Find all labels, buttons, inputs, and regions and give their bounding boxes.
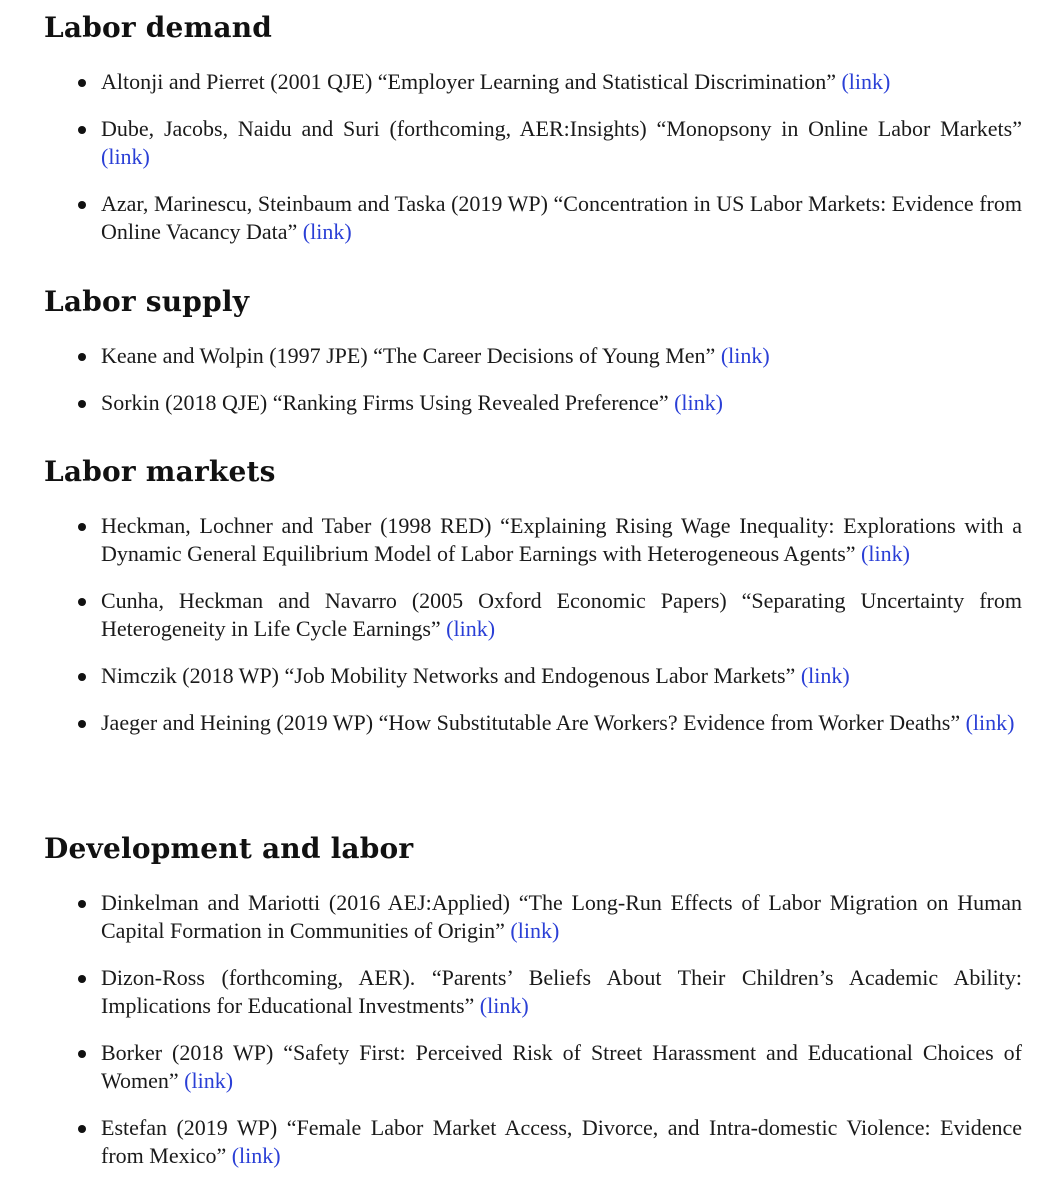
reference-text: Dinkelman and Mariotti (2016 AEJ:Applied) “The Long-Run Effects of Labor Migration on Human Capital Formation in Communities of Origin” xyxy=(101,890,1022,943)
bullet-icon xyxy=(78,975,86,983)
reference-link[interactable]: (link) xyxy=(231,1143,281,1168)
reference-list xyxy=(44,512,1022,737)
bullet-icon xyxy=(78,201,86,209)
section-heading: Development and labor xyxy=(44,832,414,865)
reference-text: Jaeger and Heining (2019 WP) “How Substitutable Are Workers? Evidence from Worker Deaths” xyxy=(101,710,961,735)
bullet-icon xyxy=(78,353,86,361)
reference-link[interactable]: (link) xyxy=(720,343,770,368)
reference-link[interactable]: (link) xyxy=(841,69,891,94)
bullet-icon xyxy=(78,400,86,408)
section-heading: Labor demand xyxy=(44,11,273,44)
bullet-icon xyxy=(78,720,86,728)
reference-link[interactable]: (link) xyxy=(861,541,910,566)
section-heading: Labor supply xyxy=(44,285,250,318)
reference-text: Dizon-Ross (forthcoming, AER). “Parents’ Beliefs About Their Children’s Academic Ability: Implications for Educational Investments” xyxy=(101,965,1022,1018)
section-development-and-labor xyxy=(44,833,1022,1170)
reference-link[interactable]: (link) xyxy=(101,144,150,169)
reference-item xyxy=(44,389,1022,417)
reference-link[interactable]: (link) xyxy=(510,918,560,943)
bullet-icon xyxy=(78,1050,86,1058)
reference-item xyxy=(44,1039,1022,1095)
reference-item xyxy=(44,115,1022,171)
reference-item xyxy=(44,889,1022,945)
bullet-icon xyxy=(78,79,86,87)
reference-text: Keane and Wolpin (1997 JPE) “The Career Decisions of Young Men” xyxy=(101,343,716,368)
reference-list xyxy=(44,889,1022,1170)
reference-text: Altonji and Pierret (2001 QJE) “Employer Learning and Statistical Discrimination” xyxy=(101,69,836,94)
reference-item xyxy=(44,190,1022,246)
reference-link[interactable]: (link) xyxy=(674,390,723,415)
section-labor-markets xyxy=(44,456,1022,737)
reference-item xyxy=(44,587,1022,643)
reference-text: Heckman, Lochner and Taber (1998 RED) “Explaining Rising Wage Inequality: Explorations with a Dynamic General Equilibrium Model of Labor Earnings with Heterogeneous Agents” xyxy=(101,513,1022,566)
reference-text: Cunha, Heckman and Navarro (2005 Oxford Economic Papers) “Separating Uncertainty from Heterogeneity in Life Cycle Earnings” xyxy=(101,588,1022,641)
bullet-icon xyxy=(78,126,86,134)
reference-link[interactable]: (link) xyxy=(479,993,529,1018)
section-labor-supply xyxy=(44,286,1022,417)
reference-link[interactable]: (link) xyxy=(302,219,352,244)
reference-item xyxy=(44,662,1022,690)
reference-text: Sorkin (2018 QJE) “Ranking Firms Using Revealed Preference” xyxy=(101,390,669,415)
reference-list xyxy=(44,342,1022,417)
bullet-icon xyxy=(78,1125,86,1133)
bullet-icon xyxy=(78,900,86,908)
reference-text: Dube, Jacobs, Naidu and Suri (forthcoming, AER:Insights) “Monopsony in Online Labor Markets” xyxy=(101,116,1022,141)
reference-text: Borker (2018 WP) “Safety First: Perceived Risk of Street Harassment and Educational Choices of Women” xyxy=(101,1040,1022,1093)
reference-link[interactable]: (link) xyxy=(446,616,496,641)
reference-item xyxy=(44,512,1022,568)
section-heading: Labor markets xyxy=(44,455,276,488)
section-labor-demand xyxy=(44,12,1022,246)
reference-text: Estefan (2019 WP) “Female Labor Market Access, Divorce, and Intra-domestic Violence: Evidence from Mexico” xyxy=(101,1115,1022,1168)
reference-text: Azar, Marinescu, Steinbaum and Taska (2019 WP) “Concentration in US Labor Markets: Evidence from Online Vacancy Data” xyxy=(101,191,1022,244)
reference-link[interactable]: (link) xyxy=(965,710,1015,735)
reference-item xyxy=(44,342,1022,370)
reference-text: Nimczik (2018 WP) “Job Mobility Networks and Endogenous Labor Markets” xyxy=(101,663,796,688)
reference-item xyxy=(44,964,1022,1020)
reference-link[interactable]: (link) xyxy=(184,1068,234,1093)
reference-link[interactable]: (link) xyxy=(800,663,850,688)
bullet-icon xyxy=(78,673,86,681)
reference-item xyxy=(44,709,1022,737)
reference-item xyxy=(44,1114,1022,1170)
reference-list xyxy=(44,68,1022,246)
bullet-icon xyxy=(78,598,86,606)
bullet-icon xyxy=(78,523,86,531)
reference-item xyxy=(44,68,1022,96)
